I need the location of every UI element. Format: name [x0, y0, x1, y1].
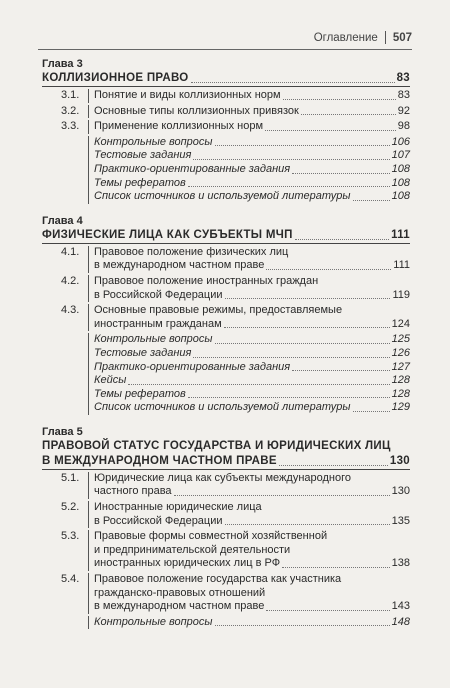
dot-leader: [191, 82, 395, 83]
section-entry[interactable]: [42, 120, 410, 134]
extra-entry-page: 126: [391, 346, 410, 359]
section-title-text: Понятие и виды коллизионных норм: [94, 89, 281, 101]
section-title-text: в Российской Федерации: [94, 514, 223, 527]
section-title[interactable]: [94, 259, 410, 273]
section-body: [88, 246, 410, 273]
section-number: 5.4.: [61, 573, 80, 586]
section-title-text: гражданско-правовых отношений: [94, 586, 266, 599]
section-entry[interactable]: [42, 246, 410, 273]
section-title-text: Правовое положение иностранных граждан: [94, 274, 319, 287]
dot-leader: [266, 269, 391, 270]
section-title-page: 138: [391, 557, 410, 570]
extra-entry-text: Темы рефератов: [94, 176, 186, 189]
extra-entry-text: Контрольные вопросы: [94, 615, 213, 628]
dot-leader: [193, 159, 389, 160]
extra-entry[interactable]: [94, 149, 410, 163]
section-entry[interactable]: [42, 89, 410, 103]
dot-leader: [265, 130, 396, 131]
extra-entry-page: 106: [391, 135, 410, 148]
dot-leader: [188, 186, 390, 187]
section-entry[interactable]: [42, 573, 410, 614]
dot-leader: [215, 343, 390, 344]
section-title-text: и предпринимательской деятельности: [94, 543, 291, 556]
section-body: [88, 105, 410, 119]
section-title-text: Правовые формы совместной хозяйственной: [94, 530, 328, 543]
section-entry[interactable]: [42, 472, 410, 499]
dot-leader: [279, 465, 388, 466]
section-title-text: Правовое положение государства как участника: [94, 573, 342, 586]
section-title-text: иностранным гражданам: [94, 317, 222, 330]
extra-entry-text: Тестовые задания: [94, 149, 192, 162]
section-title[interactable]: [94, 304, 410, 318]
section-body: [88, 530, 410, 571]
extras-block: [88, 616, 410, 630]
section-number: 4.2.: [61, 274, 80, 287]
extra-entry-page: 128: [391, 374, 410, 387]
section-title[interactable]: [94, 120, 410, 134]
chapter-label: Глава 5: [42, 425, 83, 438]
chapter-title[interactable]: [42, 228, 410, 244]
chapter-title-page: 111: [391, 228, 410, 241]
extras-block: [88, 333, 410, 415]
section-title[interactable]: [94, 289, 410, 303]
section-title[interactable]: [94, 501, 410, 515]
section-body: [88, 472, 410, 499]
extra-entry-text: Контрольные вопросы: [94, 135, 213, 148]
extra-entry-page: 127: [391, 360, 410, 373]
section-title[interactable]: [94, 600, 410, 614]
dot-leader: [295, 239, 390, 240]
extra-entry-text: Кейсы: [94, 374, 127, 387]
section-title[interactable]: [94, 515, 410, 529]
section-title-page: 92: [397, 104, 410, 117]
section-title-text: частного права: [94, 485, 172, 498]
section-title[interactable]: [94, 557, 410, 571]
chapter-title-page: 130: [389, 454, 410, 467]
section-entry[interactable]: [42, 304, 410, 331]
extra-entry-page: 148: [391, 615, 410, 628]
extra-entry-text: Список источников и используемой литературы: [94, 401, 351, 414]
extra-entry-text: Практико-ориентированные задания: [94, 360, 291, 373]
section-title[interactable]: [94, 105, 410, 119]
extra-entry[interactable]: [94, 347, 410, 361]
chapter-label: Глава 4: [42, 214, 83, 227]
section-body: [88, 120, 410, 134]
section-title[interactable]: [94, 485, 410, 499]
dot-leader: [193, 357, 389, 358]
extra-entry[interactable]: [94, 136, 410, 150]
section-entry[interactable]: [42, 501, 410, 528]
dot-leader: [266, 610, 389, 611]
dot-leader: [282, 567, 390, 568]
extra-entry-text: Список источников и используемой литературы: [94, 190, 351, 203]
section-title[interactable]: [94, 573, 410, 587]
extra-entry-page: 108: [391, 176, 410, 189]
section-title-page: 130: [391, 485, 410, 498]
section-number: 5.1.: [61, 471, 80, 484]
extra-entry[interactable]: [94, 177, 410, 191]
section-title[interactable]: [94, 89, 410, 103]
section-title[interactable]: [94, 318, 410, 332]
section-number: 4.1.: [61, 245, 80, 258]
section-title-text: Применение коллизионных норм: [94, 120, 264, 133]
header-divider: [385, 31, 386, 44]
section-entry[interactable]: [42, 275, 410, 302]
dot-leader: [353, 411, 390, 412]
section-body: [88, 304, 410, 331]
section-title[interactable]: [94, 472, 410, 486]
running-header-section: Оглавление: [313, 31, 378, 44]
running-header: [314, 31, 412, 44]
section-title-text: Иностранные юридические лица: [94, 501, 262, 514]
section-title-page: 143: [391, 600, 410, 613]
extra-entry[interactable]: [94, 163, 410, 177]
chapter-title[interactable]: [42, 71, 410, 87]
section-body: [88, 89, 410, 103]
section-title[interactable]: [94, 275, 410, 289]
section-title-page: 98: [397, 120, 410, 133]
table-of-contents: [42, 58, 410, 629]
section-number: 3.2.: [61, 104, 80, 117]
extra-entry-page: 125: [391, 333, 410, 346]
section-title-page: 119: [392, 288, 410, 301]
dot-leader: [215, 145, 390, 146]
chapter-label: Глава 3: [42, 58, 83, 70]
section-title-text: иностранных юридических лиц в РФ: [94, 557, 281, 570]
extra-entry[interactable]: [94, 374, 410, 388]
dot-leader: [225, 524, 390, 525]
section-title[interactable]: [94, 530, 410, 544]
section-number: 3.3.: [61, 120, 80, 133]
chapter-title[interactable]: [42, 454, 410, 470]
extra-entry-page: 129: [391, 401, 410, 414]
section-number: 5.2.: [61, 501, 80, 514]
dot-leader: [215, 625, 390, 626]
extra-entry-text: Практико-ориентированные задания: [94, 162, 291, 175]
dot-leader: [353, 200, 390, 201]
dot-leader: [224, 327, 390, 328]
page-number: 507: [392, 31, 412, 44]
dot-leader: [225, 298, 391, 299]
section-body: [88, 275, 410, 302]
extra-entry-text: Темы рефератов: [94, 387, 186, 400]
dot-leader: [292, 370, 389, 371]
header-rule: [38, 49, 412, 50]
extra-entry[interactable]: [94, 401, 410, 415]
section-title-page: 111: [393, 259, 410, 272]
extra-entry-page: 108: [391, 162, 410, 175]
section-title-text: Основные типы коллизионных привязок: [94, 104, 299, 117]
chapter-title-text: КОЛЛИЗИОННОЕ ПРАВО: [42, 72, 189, 84]
extra-entry[interactable]: [94, 361, 410, 375]
section-entry[interactable]: [42, 530, 410, 571]
section-body: [88, 501, 410, 528]
section-number: 4.3.: [61, 304, 80, 317]
section-title-text: в международном частном праве: [94, 259, 265, 272]
extra-entry-page: 107: [391, 149, 410, 162]
chapter-title[interactable]: [42, 439, 410, 454]
section-title-text: Правовое положение физических лиц: [94, 245, 289, 258]
section-body: [88, 573, 410, 614]
dot-leader: [128, 384, 389, 385]
dot-leader: [301, 114, 396, 115]
chapter-title-page: 83: [396, 72, 410, 84]
chapter-title-text: ПРАВОВОЙ СТАТУС ГОСУДАРСТВА И ЮРИДИЧЕСКИХ ЛИЦ: [42, 439, 391, 452]
dot-leader: [292, 173, 389, 174]
section-title-text: Юридические лица как субъекты международного: [94, 471, 352, 484]
section-number: 5.3.: [61, 530, 80, 543]
section-title-text: в международном частном праве: [94, 600, 265, 613]
section-entry[interactable]: [42, 105, 410, 119]
section-number: 3.1.: [61, 89, 80, 101]
dot-leader: [188, 397, 390, 398]
chapter-title-text: ФИЗИЧЕСКИЕ ЛИЦА КАК СУБЪЕКТЫ МЧП: [42, 228, 293, 241]
section-title[interactable]: [94, 587, 410, 601]
extra-entry-text: Тестовые задания: [94, 346, 192, 359]
extra-entry[interactable]: [94, 388, 410, 402]
extra-entry-text: Контрольные вопросы: [94, 333, 213, 346]
section-title-page: 83: [397, 89, 410, 101]
section-title-page: 135: [391, 514, 410, 527]
extra-entry[interactable]: [94, 333, 410, 347]
section-title-text: Основные правовые режимы, предоставляемые: [94, 304, 343, 317]
section-title-page: 124: [391, 317, 410, 330]
chapter-title-text: В МЕЖДУНАРОДНОМ ЧАСТНОМ ПРАВЕ: [42, 454, 277, 467]
section-title-text: в Российской Федерации: [94, 288, 223, 301]
extra-entry-page: 128: [391, 387, 410, 400]
extra-entry[interactable]: [94, 190, 410, 204]
extras-block: [88, 136, 410, 204]
dot-leader: [283, 99, 396, 100]
section-title[interactable]: [94, 544, 410, 558]
extra-entry-page: 108: [391, 190, 410, 203]
section-title[interactable]: [94, 246, 410, 260]
dot-leader: [174, 495, 390, 496]
extra-entry[interactable]: [94, 616, 410, 630]
